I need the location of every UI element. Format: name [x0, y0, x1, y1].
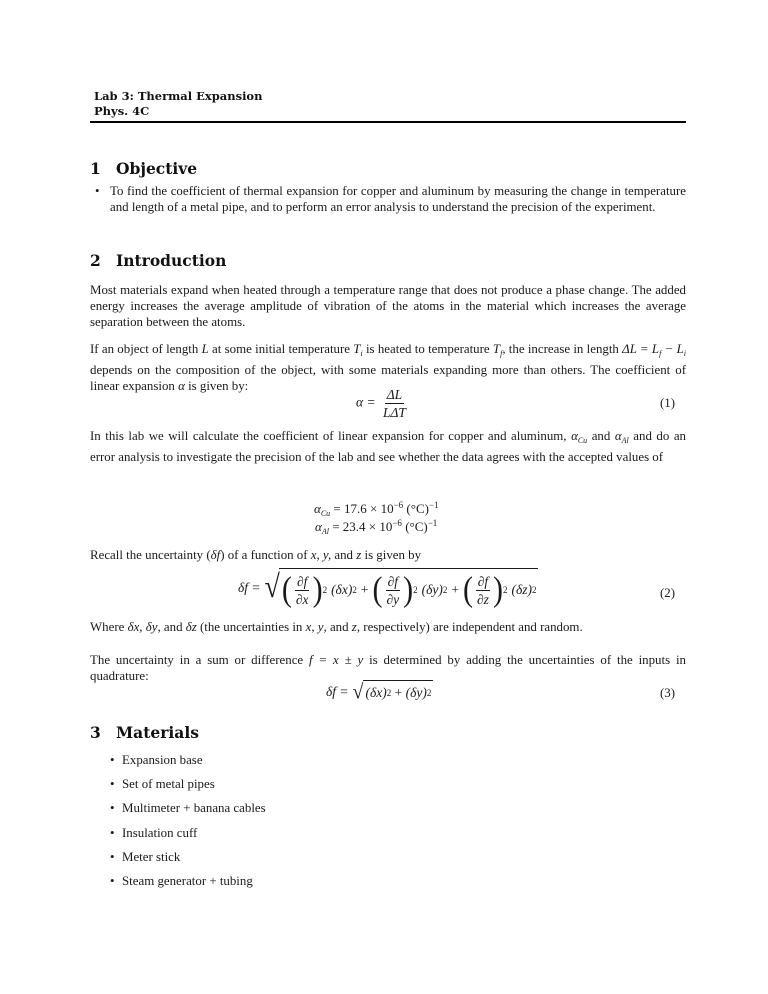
var-T: T	[353, 342, 361, 356]
var-T: T	[492, 342, 501, 356]
subscript: Al	[621, 436, 629, 445]
exponent: 2	[386, 688, 392, 698]
left-paren: (	[463, 570, 474, 609]
equation-lhs: δf =	[238, 580, 261, 595]
list-item-label: Expansion base	[122, 753, 203, 767]
section-number: 2	[90, 251, 101, 270]
value: = 17.6 × 10	[330, 501, 394, 516]
section-heading-materials	[90, 723, 199, 742]
intro-paragraph-5	[90, 619, 686, 635]
var-y: y	[317, 620, 324, 634]
text: ,	[311, 620, 318, 634]
equation-1	[356, 387, 410, 420]
plus: +	[360, 582, 369, 597]
list-item-label: Insulation cuff	[122, 826, 198, 840]
plus: +	[451, 582, 460, 597]
var-z: z	[351, 620, 357, 634]
bullet-icon: •	[110, 753, 115, 767]
exponent: −1	[427, 518, 438, 528]
list-item: • To find the coefficient of thermal expansion for copper and aluminum by measuring the change in temperature and length of a metal pipe, and to perform an error analysis to understand the precision of the experiment.	[93, 183, 686, 215]
numerator: ΔL	[386, 387, 403, 402]
list-item	[110, 800, 266, 816]
fraction	[381, 387, 408, 420]
list-item-label: Meter stick	[122, 850, 181, 864]
equation-3	[326, 680, 433, 704]
bullet-icon: •	[110, 777, 115, 791]
var-dy: δy	[145, 620, 158, 634]
list-item	[110, 752, 203, 768]
text: , the increase in length	[502, 342, 623, 356]
square-root	[265, 568, 539, 608]
var-alpha: α	[614, 429, 622, 443]
exponent: −6	[392, 518, 402, 528]
exponent: 2	[531, 585, 537, 595]
exponent: −1	[428, 500, 439, 510]
text: The uncertainty in a sum or difference	[90, 653, 309, 667]
var-dx: δx	[127, 620, 140, 634]
var-alpha: α	[315, 519, 322, 534]
equation-number-1: (1)	[660, 396, 676, 410]
subscript: i	[360, 349, 363, 358]
text: ,	[139, 620, 146, 634]
right-paren: )	[492, 570, 503, 609]
partial-fraction	[475, 574, 491, 607]
text: ) of a function of	[220, 548, 311, 562]
text: Where	[90, 620, 128, 634]
course-code: Phys. 4C	[94, 104, 150, 118]
text: is determined by adding the uncertainties of the inputs in quadrature:	[90, 653, 686, 684]
exponent: −6	[393, 500, 404, 510]
var-L: L	[201, 342, 209, 356]
subscript: f	[659, 349, 662, 358]
equation-2	[238, 568, 538, 608]
list-item	[110, 825, 197, 841]
radical-sign: √	[264, 569, 280, 606]
text: , and	[323, 620, 352, 634]
objective-list	[93, 183, 686, 215]
var-alpha: α	[571, 429, 578, 443]
text: (the uncertainties in	[196, 620, 306, 634]
denominator: ∂y	[386, 591, 400, 607]
lab-title: Lab 3: Thermal Expansion	[94, 89, 263, 103]
unit: (°C)	[401, 519, 428, 534]
left-paren: (	[281, 570, 292, 609]
text: is given by:	[184, 379, 249, 394]
section-heading-introduction	[90, 251, 226, 270]
section-title: Introduction	[116, 251, 227, 270]
partial-fraction	[384, 574, 401, 607]
section-number: 3	[90, 723, 101, 742]
vars: x, y,	[310, 548, 332, 562]
text: Recall the uncertainty (	[90, 548, 211, 562]
numerator: ∂f	[297, 573, 308, 589]
right-paren: )	[403, 570, 414, 609]
delta-y-term: (δy)	[405, 685, 427, 700]
intro-paragraph-4	[90, 547, 686, 563]
partial-fraction	[294, 574, 311, 607]
text: and	[331, 548, 357, 562]
text: , respectively) are independent and random.	[356, 620, 583, 634]
equation-number-3: (3)	[660, 686, 676, 700]
subscript: Cu	[320, 509, 331, 518]
numerator: ∂f	[477, 573, 489, 589]
accepted-value-cu	[314, 500, 439, 518]
var-delta-f: δf	[210, 548, 221, 562]
value: = 23.4 × 10	[328, 519, 393, 534]
denominator: LΔT	[382, 405, 406, 420]
exponent: 2	[502, 585, 508, 595]
text: depends on the composition of the object, with some materials expanding more than others. The coefficient of linear expansion	[90, 363, 686, 394]
text: , and	[157, 620, 186, 634]
delta-term: (δz)	[511, 582, 532, 597]
text: If an object of length	[90, 342, 202, 356]
subscript: i	[683, 349, 686, 358]
unit: (°C)	[403, 501, 429, 516]
radical-sign: √	[352, 680, 364, 704]
text: is given by	[361, 548, 422, 562]
var-dz: δz	[185, 620, 197, 634]
delta-L-expr: ΔL = L	[622, 342, 660, 356]
equation-lhs: α =	[356, 394, 376, 410]
list-item-label: Set of metal pipes	[122, 777, 215, 791]
document-header	[94, 89, 262, 119]
section-number: 1	[90, 159, 101, 178]
exponent: 2	[413, 585, 418, 595]
text: at some initial temperature	[208, 342, 354, 356]
delta-L-expr: − L	[661, 342, 684, 356]
section-heading-objective	[90, 159, 197, 178]
var-alpha: α	[178, 379, 185, 394]
text: and do an error analysis to investigate the precision of the lab and see whether the data agrees with the accepted values of	[90, 429, 686, 465]
exponent: 2	[322, 585, 328, 595]
left-paren: (	[372, 570, 383, 609]
section-title: Materials	[116, 723, 199, 742]
equation-number-2: (2)	[660, 586, 676, 600]
list-item	[110, 776, 215, 792]
subscript: Cu	[577, 436, 588, 445]
radicand	[363, 680, 434, 704]
right-paren: )	[312, 570, 323, 609]
bullet-icon: •	[110, 826, 115, 840]
list-item-label: Steam generator + tubing	[122, 874, 253, 888]
text: is heated to temperature	[362, 342, 493, 356]
exponent: 2	[442, 585, 448, 595]
var-z: z	[356, 548, 362, 562]
intro-paragraph-3	[90, 428, 686, 465]
bullet-icon: •	[110, 801, 115, 815]
denominator: ∂z	[477, 591, 489, 607]
section-title: Objective	[116, 159, 198, 178]
header-rule	[90, 121, 686, 123]
accepted-value-al	[315, 518, 437, 536]
list-item-label: Multimeter + banana cables	[122, 801, 266, 815]
radicand	[279, 568, 539, 608]
var-x: x	[305, 620, 312, 634]
text: and	[587, 429, 615, 443]
square-root	[353, 680, 434, 704]
text: In this lab we will calculate the coefficient of linear expansion for copper and aluminum,	[90, 429, 572, 443]
denominator: ∂x	[295, 591, 309, 607]
numerator: ∂f	[387, 573, 398, 589]
equation-lhs: δf =	[326, 684, 349, 699]
bullet-icon: •	[110, 850, 115, 864]
plus: +	[391, 685, 406, 700]
intro-paragraph-1: Most materials expand when heated through a temperature range that does not produce a phase change. The added energy increases the average amplitude of vibration of the atoms in the material which increases the average separation between the atoms.	[90, 283, 686, 330]
sum-expression: f = x ± y	[309, 653, 364, 667]
var-alpha: α	[314, 501, 321, 516]
list-item	[110, 849, 180, 865]
delta-x-term: (δx)	[365, 685, 387, 700]
list-item	[110, 873, 253, 889]
delta-term: (δy)	[421, 582, 443, 597]
subscript: Al	[321, 527, 329, 536]
exponent: 2	[352, 585, 357, 595]
delta-term: (δx)	[331, 582, 353, 597]
bullet-icon: •	[110, 874, 115, 888]
subscript: f	[500, 349, 503, 358]
exponent: 2	[426, 688, 432, 698]
